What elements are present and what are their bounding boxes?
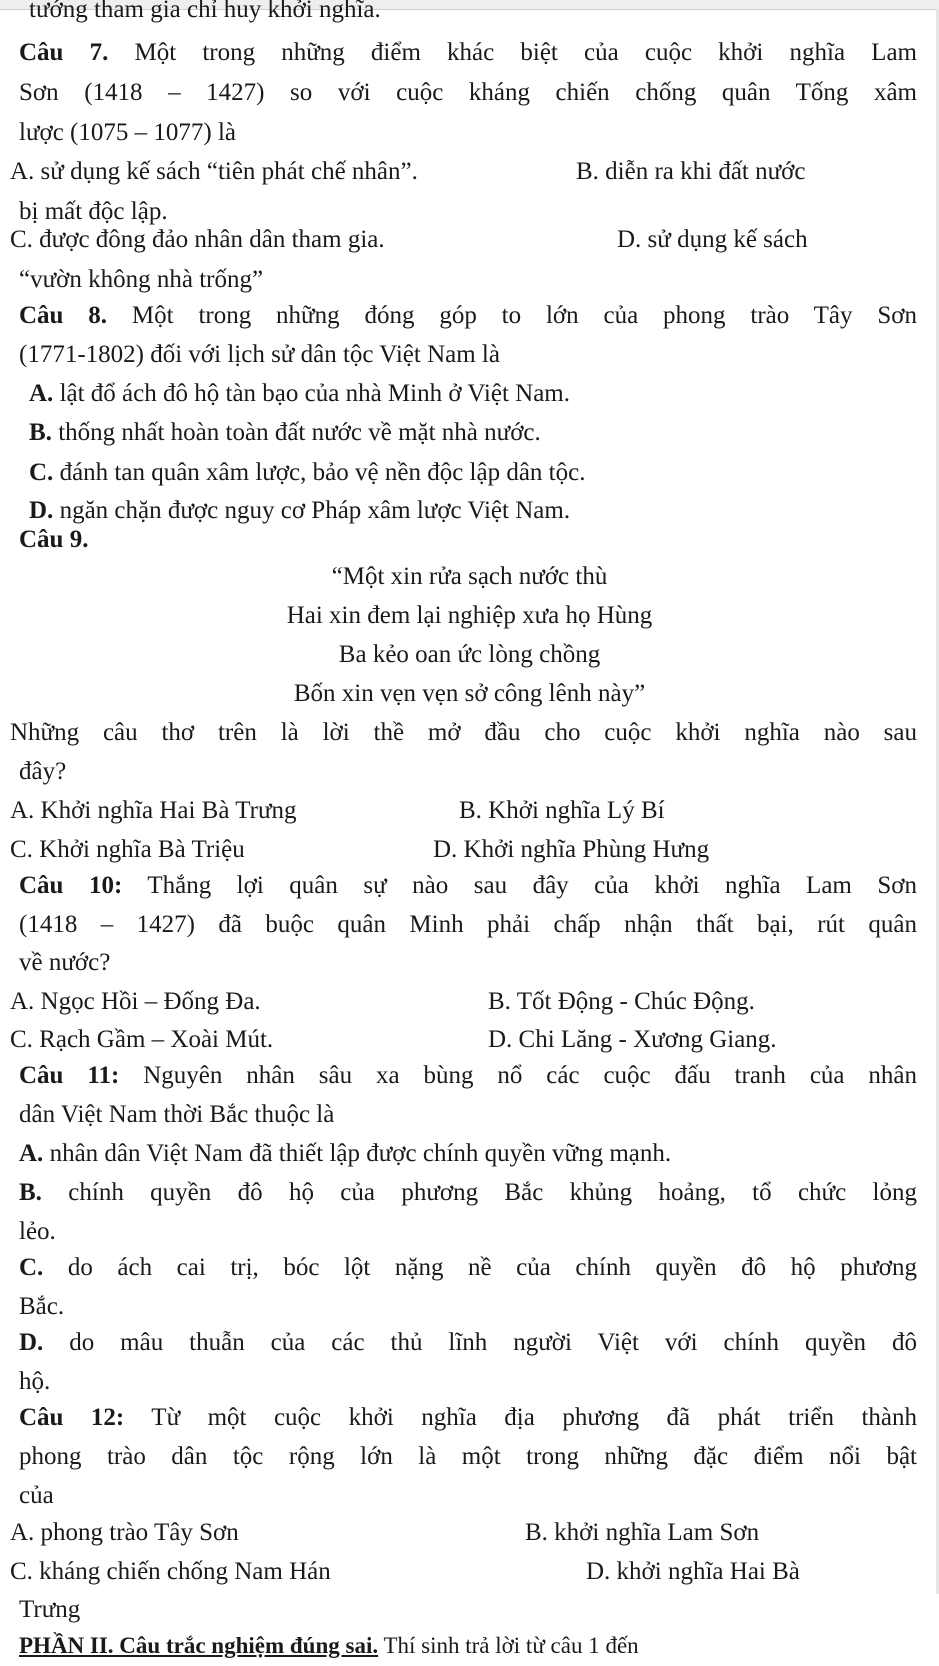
q7-option-a: A. sử dụng kế sách “tiên phát chế nhân”. — [10, 158, 418, 185]
q12-option-a: A. phong trào Tây Sơn — [10, 1519, 239, 1546]
q10-stem-line-1 — [0, 866, 939, 906]
q9-heading — [0, 520, 939, 560]
q9-stem-line-1 — [0, 713, 939, 753]
q12-option-d-1: D. khởi nghĩa Hai Bà — [586, 1558, 800, 1585]
q12-stem-line-3 — [0, 1476, 939, 1516]
q7-options-cd — [0, 220, 939, 260]
q9-option-d: D. Khởi nghĩa Phùng Hưng — [433, 836, 710, 863]
q10-option-c: C. Rạch Gầm – Xoài Mút. — [10, 1026, 274, 1053]
q11-option-a-text: nhân dân Việt Nam đã thiết lập được chính quyền vững mạnh. — [43, 1140, 672, 1167]
q9-option-a: A. Khởi nghĩa Hai Bà Trưng — [10, 797, 297, 824]
q11-stem-1: Nguyên nhân sâu xa bùng nổ các cuộc đấu tranh của nhân — [119, 1062, 918, 1089]
q12-stem-line-2 — [0, 1437, 939, 1477]
q12-label: Câu 12: — [19, 1404, 125, 1431]
q12-stem-3: của — [19, 1482, 54, 1509]
q8-option-b — [0, 413, 939, 453]
q12-option-d-2: Trưng — [19, 1596, 81, 1623]
q10-options-ab — [0, 982, 939, 1022]
q9-option-c: C. Khởi nghĩa Bà Triệu — [10, 836, 245, 863]
q8-option-d-text: ngăn chặn được nguy cơ Pháp xâm lược Việt Nam. — [53, 497, 571, 524]
q8-option-a-label: A. — [29, 380, 54, 407]
q8-option-d-label: D. — [29, 497, 54, 524]
q8-option-a — [0, 374, 939, 414]
q11-option-a-label: A. — [19, 1140, 44, 1167]
q11-option-d-line-1 — [0, 1323, 939, 1363]
q11-option-b-text-2: lẻo. — [19, 1218, 56, 1245]
q10-stem-line-3 — [0, 943, 939, 983]
q10-label: Câu 10: — [19, 872, 123, 899]
q12-stem-2: phong trào dân tộc rộng lớn là một trong những đặc điểm nổi bật — [19, 1443, 917, 1470]
q7-option-d-1: D. sử dụng kế sách — [617, 226, 808, 253]
q11-option-c-label: C. — [19, 1254, 44, 1281]
q8-option-a-text: lật đổ ách đô hộ tàn bạo của nhà Minh ở Việt Nam. — [53, 380, 570, 407]
q10-stem-line-2 — [0, 905, 939, 945]
q9-stem-2: đây? — [19, 758, 67, 785]
q9-stem-1: Những câu thơ trên là lời thề mở đầu cho cuộc khởi nghĩa nào sau — [10, 719, 917, 746]
q8-option-c — [0, 453, 939, 493]
q8-option-c-text: đánh tan quân xâm lược, bảo vệ nền độc lập dân tộc. — [53, 459, 586, 486]
q10-stem-2: (1418 – 1427) đã buộc quân Minh phải chấp nhận thất bại, rút quân — [19, 911, 917, 938]
q12-option-b: B. khởi nghĩa Lam Sơn — [525, 1519, 760, 1546]
q7-stem-1: Một trong những điểm khác biệt của cuộc khởi nghĩa Lam — [108, 39, 917, 66]
cut-off-line — [0, 0, 939, 30]
q9-poem-line-3 — [0, 635, 939, 675]
q11-option-d-label: D. — [19, 1329, 44, 1356]
q7-option-c: C. được đông đảo nhân dân tham gia. — [10, 226, 385, 253]
q11-stem-line-2 — [0, 1095, 939, 1135]
q10-stem-3: về nước? — [19, 949, 111, 976]
q11-stem-2: dân Việt Nam thời Bắc thuộc là — [19, 1101, 335, 1128]
part2-label: PHẦN II. Câu trắc nghiệm đúng sai. — [19, 1633, 379, 1658]
q8-stem-2: (1771-1802) đối với lịch sử dân tộc Việt Nam là — [19, 341, 500, 368]
q10-stem-1: Thắng lợi quân sự nào sau đây của khởi nghĩa Lam Sơn — [122, 872, 917, 899]
q7-option-d-line-2 — [0, 260, 939, 300]
q11-option-c-text-1: do ách cai trị, bóc lột nặng nề của chính quyền đô hộ phương — [43, 1254, 917, 1281]
q11-option-d-text-1: do mâu thuẫn của các thủ lĩnh người Việt với chính quyền đô — [43, 1329, 917, 1356]
q7-stem-line-3 — [0, 113, 939, 153]
q11-option-c-line-2 — [0, 1287, 939, 1327]
poem-line: “Một xin rửa sạch nước thù — [331, 563, 608, 590]
q9-options-ab — [0, 791, 939, 831]
poem-line: Bốn xin vẹn vẹn sở công lênh này” — [293, 680, 646, 707]
q10-option-a: A. Ngọc Hồi – Đống Đa. — [10, 988, 261, 1015]
q7-options-ab — [0, 152, 939, 192]
q9-poem-line-2 — [0, 596, 939, 636]
q11-stem-line-1 — [0, 1056, 939, 1096]
q8-label: Câu 8. — [19, 302, 108, 329]
q12-options-cd — [0, 1552, 939, 1592]
q11-option-c-line-1 — [0, 1248, 939, 1288]
q12-stem-line-1 — [0, 1398, 939, 1438]
part2-rest: Thí sinh trả lời từ câu 1 đến — [378, 1633, 639, 1658]
q9-option-b: B. Khởi nghĩa Lý Bí — [459, 797, 665, 824]
poem-line: Ba kẻo oan ức lòng chồng — [338, 641, 601, 668]
poem-line: Hai xin đem lại nghiệp xưa họ Hùng — [286, 602, 653, 629]
q12-option-c: C. kháng chiến chống Nam Hán — [10, 1558, 331, 1585]
q7-label: Câu 7. — [19, 39, 109, 66]
q8-stem-line-1 — [0, 296, 939, 336]
q11-label: Câu 11: — [19, 1062, 120, 1089]
q9-options-cd — [0, 830, 939, 870]
q7-stem-3: lược (1075 – 1077) là — [19, 119, 237, 146]
q11-option-d-text-2: hộ. — [19, 1368, 51, 1395]
q9-label: Câu 9. — [19, 526, 89, 553]
q11-option-b-line-1 — [0, 1173, 939, 1213]
q8-option-b-label: B. — [29, 419, 52, 446]
q10-option-d: D. Chi Lăng - Xương Giang. — [488, 1026, 777, 1053]
q9-stem-line-2 — [0, 752, 939, 792]
q12-stem-1: Từ một cuộc khởi nghĩa địa phương đã phát triển thành — [124, 1404, 917, 1431]
q9-poem-line-4 — [0, 674, 939, 714]
q7-option-d-2: “vườn không nhà trống” — [19, 266, 264, 293]
q7-option-b-1: B. diễn ra khi đất nước — [576, 158, 806, 185]
q11-option-c-text-2: Bắc. — [19, 1293, 65, 1320]
cut-off-text: tướng tham gia chỉ huy khởi nghĩa. — [29, 0, 381, 23]
q10-option-b: B. Tốt Động - Chúc Động. — [488, 988, 755, 1015]
q8-option-b-text: thống nhất hoàn toàn đất nước về mặt nhà nước. — [51, 419, 541, 446]
q12-option-d-line-2 — [0, 1590, 939, 1630]
q9-poem-line-1 — [0, 557, 939, 597]
q8-stem-1: Một trong những đóng góp to lớn của phong trào Tây Sơn — [107, 302, 917, 329]
q7-stem-line-2 — [0, 73, 939, 113]
q12-options-ab — [0, 1513, 939, 1553]
q7-stem-2: Sơn (1418 – 1427) so với cuộc kháng chiến chống quân Tống xâm — [19, 79, 917, 106]
part2-heading — [0, 1626, 939, 1666]
q11-option-d-line-2 — [0, 1362, 939, 1402]
q8-option-c-label: C. — [29, 459, 54, 486]
q7-stem-line-1 — [0, 33, 939, 73]
q11-option-b-line-2 — [0, 1212, 939, 1252]
q11-option-a — [0, 1134, 939, 1174]
q7-option-b-2: bị mất độc lập. — [19, 198, 168, 225]
q8-stem-line-2 — [0, 335, 939, 375]
q11-option-b-text-1: chính quyền đô hộ của phương Bắc khủng hoảng, tổ chức lỏng — [41, 1179, 917, 1206]
q11-option-b-label: B. — [19, 1179, 42, 1206]
q10-options-cd — [0, 1020, 939, 1060]
